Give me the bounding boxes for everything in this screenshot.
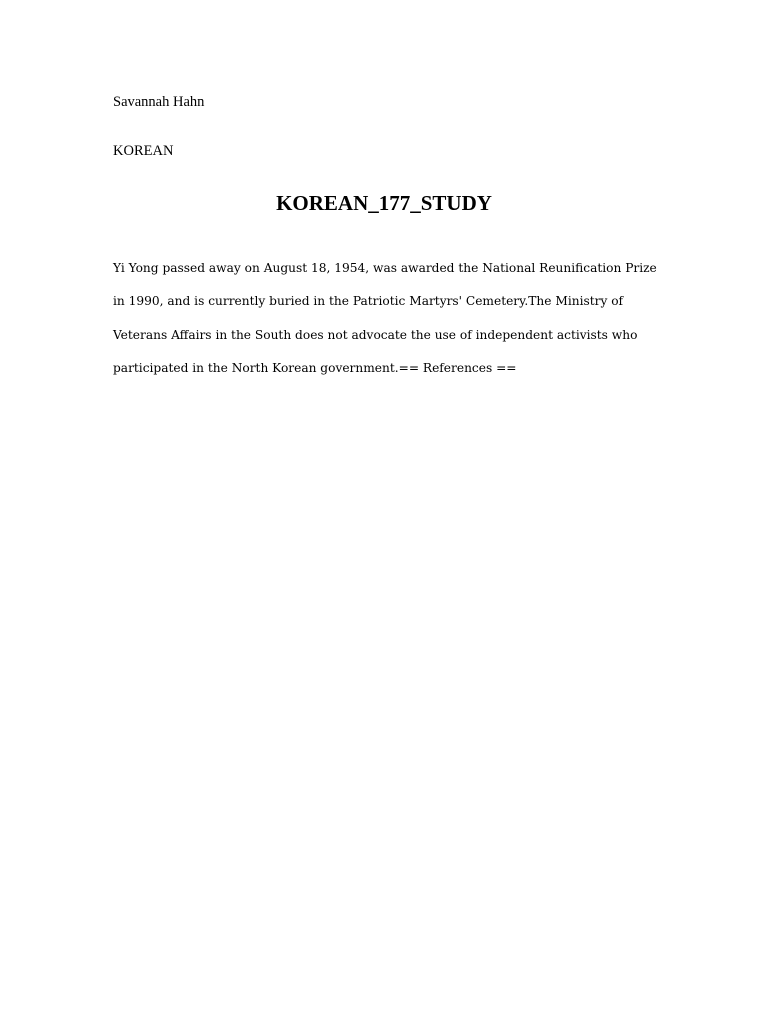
body-paragraph: Yi Yong passed away on August 18, 1954, was awarded the National Reunification Prize in 1990, and is currently buried in the Patriotic Martyrs' Cemetery.The Ministry of Veterans Affairs in the South does not advocate the use of independent activists who participated in the North Korean government.== References == [113, 261, 657, 376]
document-title: KOREAN_177_STUDY [276, 191, 492, 215]
author-name: Savannah Hahn [113, 94, 205, 110]
course-name: KOREAN [113, 143, 174, 159]
